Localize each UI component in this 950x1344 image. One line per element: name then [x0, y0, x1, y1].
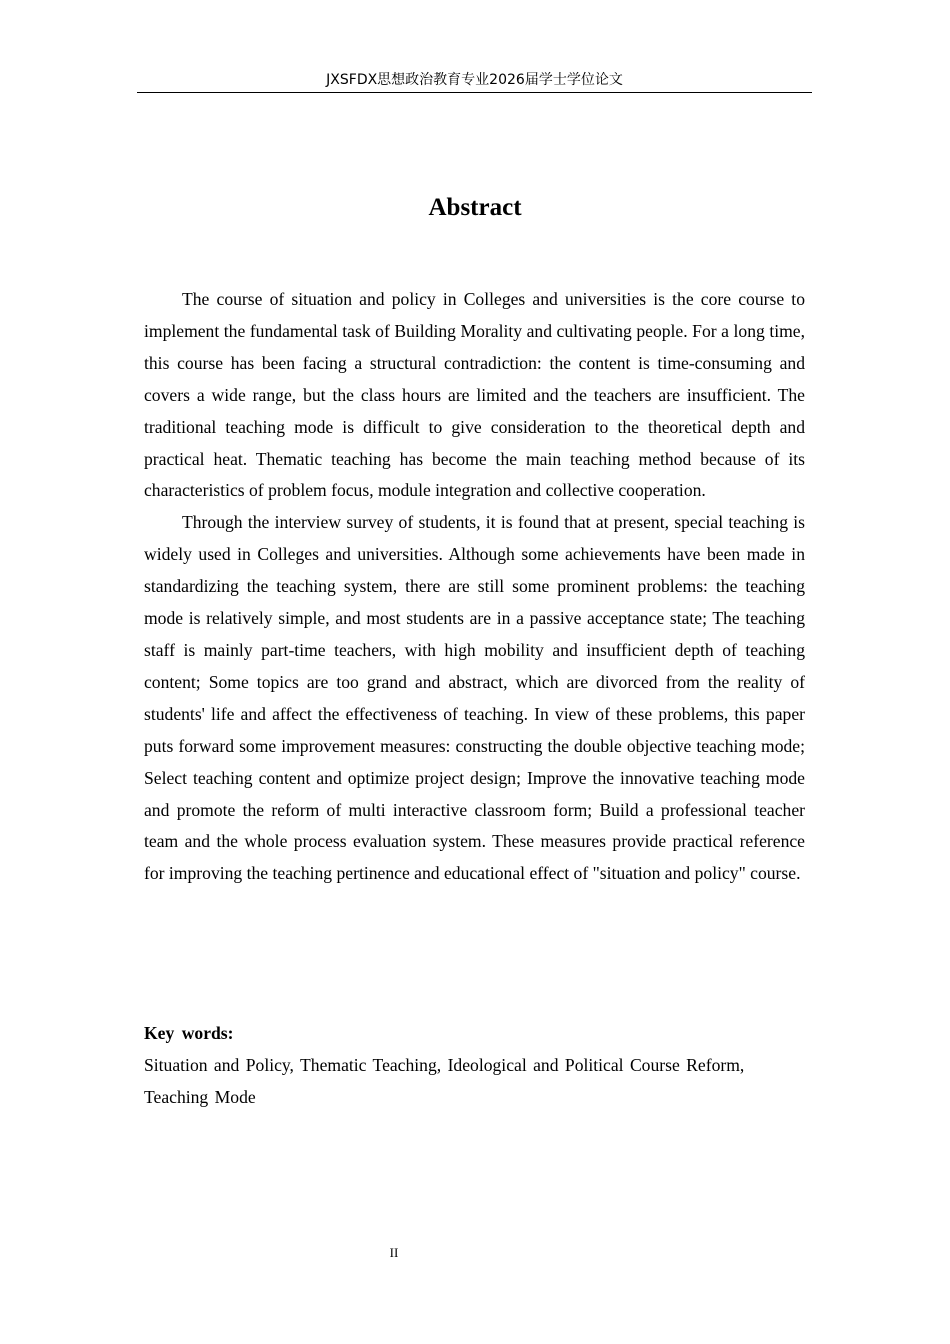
keywords-list: Situation and Policy, Thematic Teaching, Ideological and Political Course Reform, Teaching Mode — [144, 1055, 745, 1107]
abstract-title: Abstract — [428, 194, 522, 221]
keywords-label: Key words: — [144, 1023, 234, 1043]
running-header: JXSFDX思想政治教育专业2026届学士学位论文 — [326, 72, 623, 88]
abstract-body — [144, 284, 805, 890]
abstract-paragraph-2: Through the interview survey of students, it is found that at present, special teaching is widely used in Colleges and universities. Although some achievements have been made in standardizing the teaching system, there are still some prominent problems: the teaching mode is relatively simple, and most students are in a passive acceptance state; The teaching staff is mainly part-time teachers, with high mobility and insufficient depth of teaching content; Some topics are too grand and abstract, which are divorced from the reality of students' life and affect the effectiveness of teaching. In view of these problems, this paper puts forward some improvement measures: constructing the double objective teaching mode; Select teaching content and optimize project design; Improve the innovative teaching mode and promote the reform of multi interactive classroom form; Build a professional teacher team and the whole process evaluation system. These measures provide practical reference for improving the teaching pertinence and educational effect of "situation and policy" course. — [144, 512, 805, 884]
header-divider — [137, 92, 812, 93]
abstract-paragraph-1: The course of situation and policy in Colleges and universities is the core course to implement the fundamental task of Building Morality and cultivating people. For a long time, this course has been facing a structural contradiction: the content is time-consuming and covers a wide range, but the class hours are limited and the teachers are insufficient. The traditional teaching mode is difficult to give consideration to the theoretical depth and practical heat. Thematic teaching has become the main teaching method because of its characteristics of problem focus, module integration and collective cooperation. — [144, 289, 805, 501]
page-number: II — [389, 1245, 399, 1260]
